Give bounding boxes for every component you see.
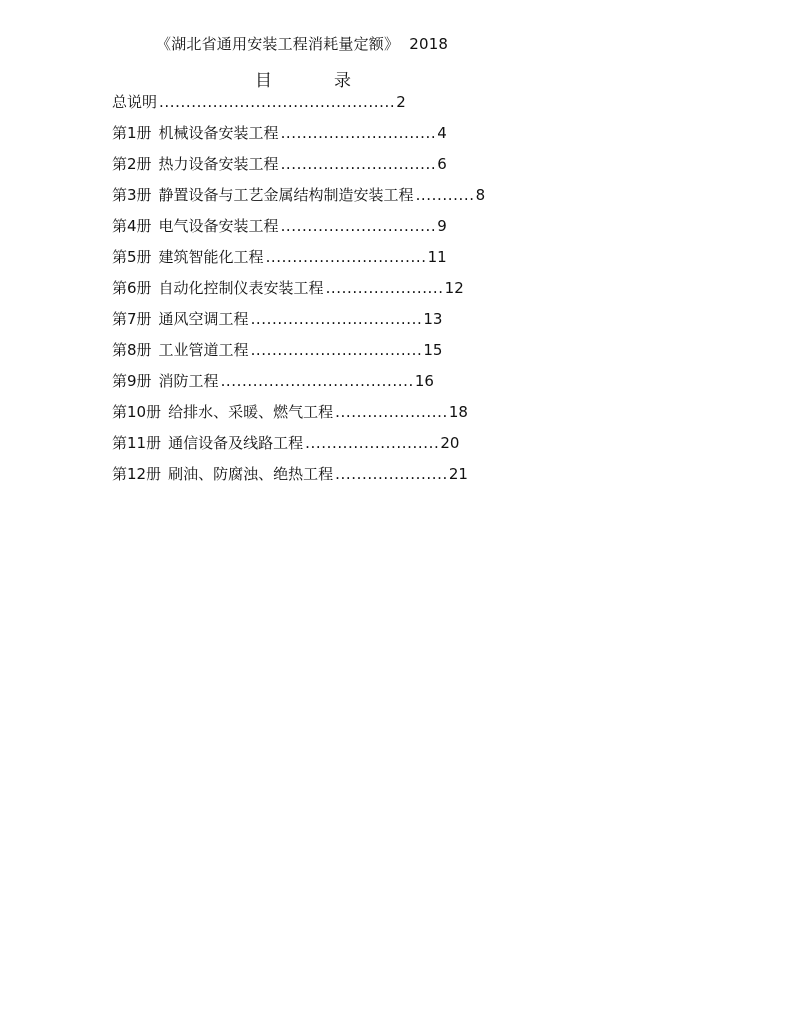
toc-entry-name: 工业管道工程 <box>158 341 249 359</box>
toc-page-number: 8 <box>475 186 486 204</box>
toc-volume: 第8册 <box>112 341 152 359</box>
toc-leader-dots: ............................. <box>280 155 437 173</box>
toc-page-number: 2 <box>396 93 406 111</box>
toc-page-number: 21 <box>448 465 468 483</box>
toc-entry-volume-6[interactable] <box>112 278 485 309</box>
toc-volume: 第6册 <box>112 279 152 297</box>
toc-leader-dots: ...................... <box>325 279 444 297</box>
toc-entry-volume-1[interactable] <box>112 123 485 154</box>
toc-entry-name: 机械设备安装工程 <box>158 124 279 142</box>
toc-volume: 第4册 <box>112 217 152 235</box>
toc-entry-name: 消防工程 <box>158 372 219 390</box>
toc-entry-name: 总说明 <box>112 93 158 111</box>
toc-entry-volume-9[interactable] <box>112 371 485 402</box>
toc-leader-dots: ................................ <box>250 341 423 359</box>
toc-entry-volume-4[interactable] <box>112 216 485 247</box>
toc-page-number: 11 <box>427 248 447 266</box>
toc-leader-dots: ..................... <box>335 403 448 421</box>
toc-volume: 第1册 <box>112 124 152 142</box>
toc-page-number: 9 <box>437 217 447 235</box>
toc-leader-dots: ..................... <box>335 465 448 483</box>
toc-page-number: 15 <box>423 341 443 359</box>
toc-heading-char-1: 目 <box>255 71 272 91</box>
toc-entry-volume-8[interactable] <box>112 340 485 371</box>
toc-entry-volume-2[interactable] <box>112 154 485 185</box>
toc-leader-dots: ............................. <box>280 217 437 235</box>
toc-page-number: 6 <box>437 155 447 173</box>
toc-entry-name: 通信设备及线路工程 <box>168 434 304 452</box>
toc-leader-dots: ............................. <box>280 124 437 142</box>
toc-entry-name: 刷油、防腐浊、绝热工程 <box>168 465 334 483</box>
toc-volume: 第12册 <box>112 465 162 483</box>
toc-entry-name: 建筑智能化工程 <box>158 248 264 266</box>
toc-volume: 第9册 <box>112 372 152 390</box>
toc-page-number: 13 <box>423 310 443 328</box>
toc-entry-name: 自动化控制仪表安装工程 <box>158 279 324 297</box>
toc-entry-name: 给排水、采暖、燃气工程 <box>168 403 334 421</box>
toc-page-number: 20 <box>440 434 460 452</box>
toc-entry-name: 静置设备与工艺金属结构制造安装工程 <box>158 186 414 204</box>
toc-leader-dots: ........... <box>415 186 475 204</box>
toc-entry-volume-7[interactable] <box>112 309 485 340</box>
document-header <box>156 33 448 54</box>
toc-page-number: 4 <box>437 124 447 142</box>
toc-leader-dots: ............................................ <box>159 93 396 111</box>
toc-volume: 第11册 <box>112 434 162 452</box>
toc-entry-general[interactable] <box>112 92 485 123</box>
toc-entry-volume-5[interactable] <box>112 247 485 278</box>
toc-volume: 第10册 <box>112 403 162 421</box>
toc-heading <box>255 66 351 91</box>
table-of-contents <box>112 92 485 495</box>
document-year: 2018 <box>409 35 449 53</box>
toc-page-number: 12 <box>444 279 464 297</box>
toc-entry-name: 电气设备安装工程 <box>158 217 279 235</box>
toc-entry-volume-3[interactable] <box>112 185 485 216</box>
toc-volume: 第7册 <box>112 310 152 328</box>
toc-page-number: 18 <box>448 403 468 421</box>
toc-leader-dots: ......................... <box>305 434 440 452</box>
toc-entry-name: 通风空调工程 <box>158 310 249 328</box>
toc-leader-dots: .............................. <box>265 248 427 266</box>
toc-heading-char-2: 录 <box>334 71 351 91</box>
toc-volume: 第5册 <box>112 248 152 266</box>
toc-volume: 第3册 <box>112 186 152 204</box>
document-title: 《湖北省通用安装工程消耗量定额》 <box>156 35 400 53</box>
toc-entry-name: 热力设备安装工程 <box>158 155 279 173</box>
toc-page-number: 16 <box>414 372 434 390</box>
toc-entry-volume-10[interactable] <box>112 402 485 433</box>
toc-entry-volume-12[interactable] <box>112 464 485 495</box>
toc-entry-volume-11[interactable] <box>112 433 485 464</box>
toc-volume: 第2册 <box>112 155 152 173</box>
toc-leader-dots: .................................... <box>220 372 414 390</box>
toc-leader-dots: ................................ <box>250 310 423 328</box>
